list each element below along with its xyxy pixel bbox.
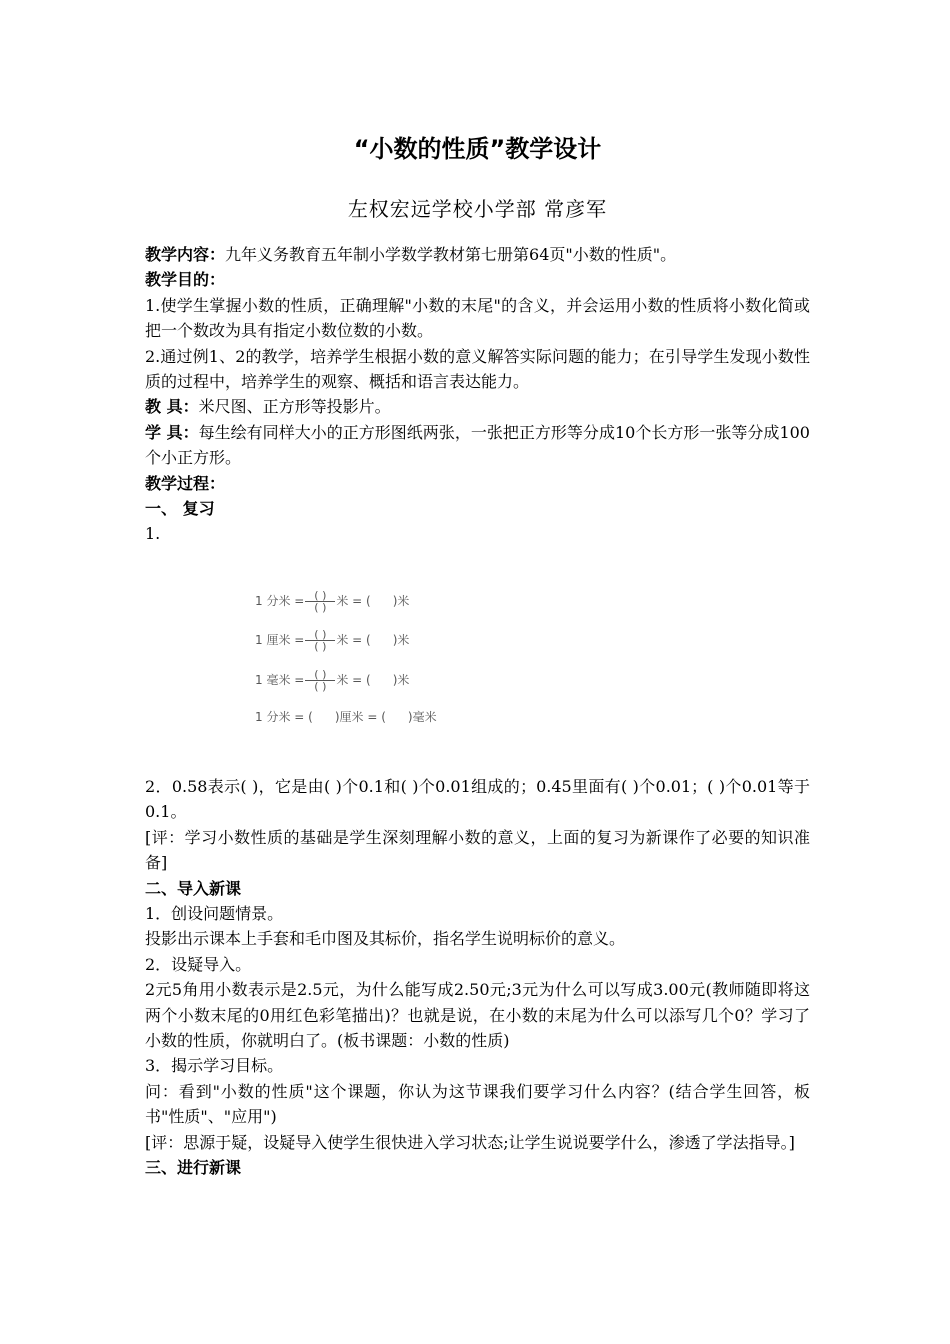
figure-row-millimeter: 1 毫米 = $\frac{( )}{( )}$ 米 = ( )米 [255,668,410,694]
document-title: “小数的性质”教学设计 [353,135,602,163]
step-1-text: 投影出示课本上手套和毛巾图及其标价，指名学生说明标价的意义。 [145,929,626,949]
goal-1: 1.使学生掌握小数的性质，正确理解"小数的末尾"的含义，并会运用小数的性质将小数化简或把一个数改为具有指定小数位数的小数。 [145,295,810,341]
comment-1: [评：学习小数性质的基础是学生深刻理解小数的意义，上面的复习为新课作了必要的知识准备] [145,827,810,873]
fraction: $\frac{( )}{( )}$ [305,629,335,652]
section-1-heading: 一、 复习 [145,499,215,519]
goals-heading: 教学目的： [145,270,226,290]
section-2-heading: 二、导入新课 [145,878,242,898]
step-2: 2．设疑导入。 [145,954,252,974]
section-3-heading: 三、进行新课 [145,1157,242,1177]
content-label: 教学内容： [145,245,226,264]
step-1: 1．创设问题情景。 [145,903,284,923]
comment-2: [评：思源于疑，设疑导入使学生很快进入学习状态;让学生说说要学什么，渗透了学法指导。] [145,1132,795,1152]
process-heading: 教学过程： [145,473,226,493]
figure-row-centimeter: 1 厘米 = $\frac{( )}{( )}$ 米 = ( )米 [255,628,410,654]
fraction: $\frac{( )}{( )}$ [305,590,335,613]
student-tools-text: 每生绘有同样大小的正方形图纸两张，一张把正方形等分成10个长方形一张等分成100个小正方形。 [145,422,810,468]
author-line: 左权宏远学校小学部 常彦军 [347,197,608,221]
teacher-tools-text: 米尺图、正方形等投影片。 [198,397,391,417]
teacher-tools-paragraph [145,394,810,419]
step-3: 3．揭示学习目标。 [145,1056,284,1076]
document-body [145,242,810,1180]
step-3-text: 问：看到"小数的性质"这个课题，你认为这节课我们要学习什么内容？(结合学生回答，板书"性质"、"应用") [145,1081,810,1127]
unit-conversion-figure [145,547,810,774]
goal-2: 2.通过例1、2的教学，培养学生根据小数的意义解答实际问题的能力；在引导学生发现小数性质的过程中，培养学生的观察、概括和语言表达能力。 [145,346,810,392]
content-paragraph [145,242,810,267]
figure-row-decimeter: 1 分米 = $\frac{( )}{( )}$ 米 = ( )米 [255,589,410,615]
fraction: $\frac{( )}{( )}$ [305,669,335,692]
step-2-text: 2元5角用小数表示是2.5元，为什么能写成2.50元;3元为什么可以写成3.00元(教师随即将这两个小数末尾的0用红色彩笔描出)？也就是说，在小数的末尾为什么可以添写几个0？学习了小数的性质，你就明白了。(板书课题：小数的性质) [145,980,810,1050]
student-tools-label: 学 具： [145,422,199,442]
student-tools-paragraph [145,420,810,471]
item-1: 1. [145,524,161,544]
teacher-tools-label: 教 具： [145,397,199,417]
item-2: 2．0.58表示( )，它是由( )个0.1和( )个0.01组成的；0.45里面有( )个0.01；( )个0.01等于0.1。 [145,776,810,822]
content-text: 九年义务教育五年制小学数学教材第七册第64页"小数的性质"。 [225,245,677,264]
figure-row-decimeter-to-mm: 1 分米 = ( )厘米 = ( )毫米 [255,710,437,725]
